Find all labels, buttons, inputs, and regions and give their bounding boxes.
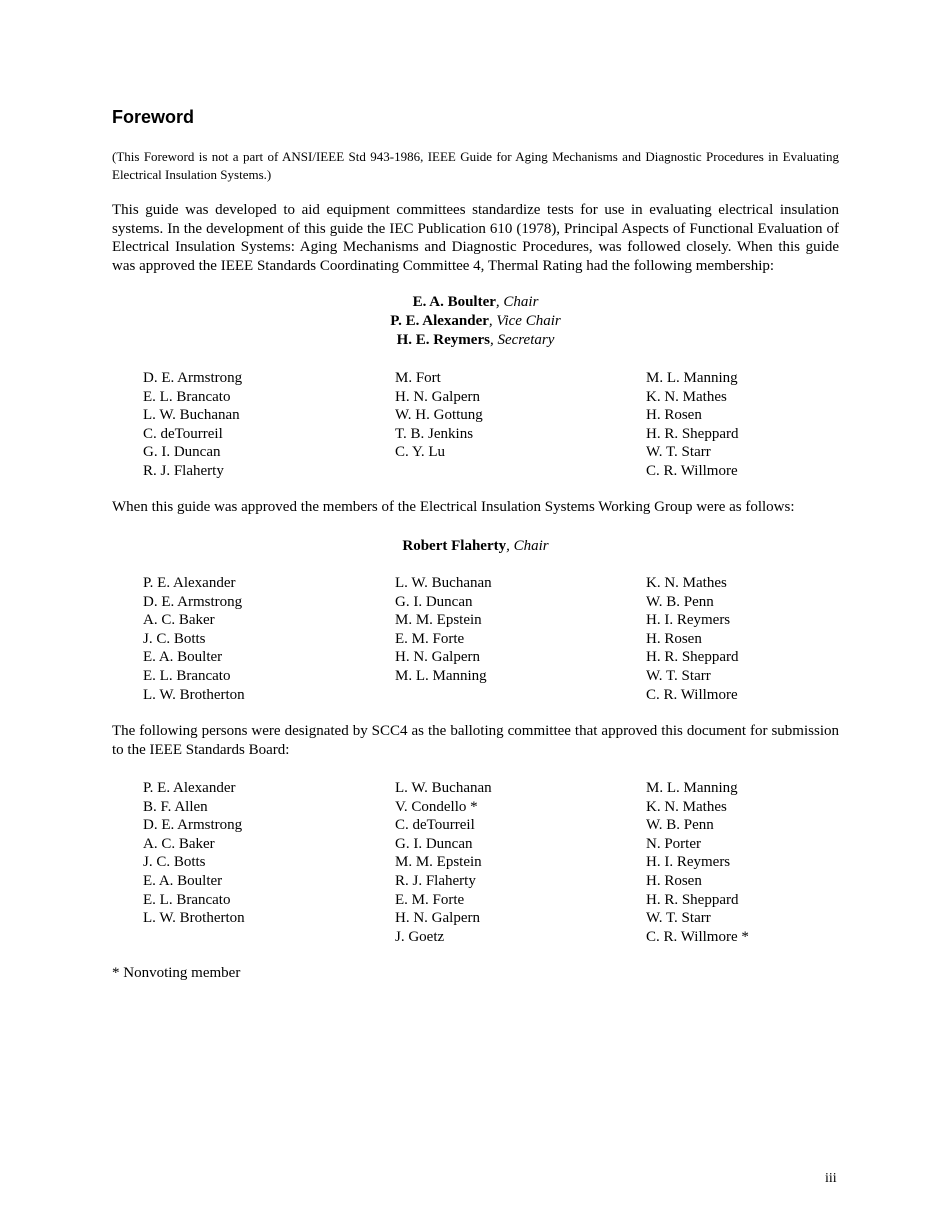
member-name: M. L. Manning — [646, 370, 738, 386]
member-column — [395, 779, 492, 946]
page-title: Foreword — [112, 107, 195, 127]
committee-officers — [112, 293, 839, 350]
member-name: E. L. Brancato — [143, 667, 231, 684]
member-name: J. Goetz — [395, 928, 445, 945]
officer-secretary: H. E. Reymers, Secretary — [396, 332, 555, 348]
member-name: A. C. Baker — [143, 835, 215, 852]
intro-paragraph: This guide was developed to aid equipment committees standardize tests for use in evaluating electrical insulation systems. In the development of this guide the IEC Publication 610 (1978), Principal Aspects of Functional Evaluation of Electrical Insulation Systems: Aging Mechanisms and Diagnostic Procedures, was followed closely. When this guide was approved the IEEE Standards Coordinating Committee 4, Thermal Rating had the following membership: — [112, 202, 839, 274]
member-name: H. N. Galpern — [395, 388, 480, 405]
member-column — [646, 369, 739, 481]
member-column — [646, 574, 739, 704]
member-name: G. I. Duncan — [143, 444, 221, 461]
member-name: M. Fort — [395, 370, 441, 386]
member-name: L. W. Buchanan — [143, 407, 240, 424]
member-name: K. N. Mathes — [646, 388, 727, 405]
member-name: H. N. Galpern — [395, 649, 480, 666]
member-name: D. E. Armstrong — [143, 593, 243, 610]
member-name: G. I. Duncan — [395, 593, 473, 610]
member-name: H. R. Sheppard — [646, 891, 739, 908]
officer-vice-chair: P. E. Alexander, Vice Chair — [390, 313, 561, 329]
member-name: C. R. Willmore — [646, 462, 738, 479]
member-name: H. R. Sheppard — [646, 649, 739, 666]
member-column — [143, 779, 245, 928]
member-name: E. M. Forte — [395, 630, 465, 647]
member-name: J. C. Botts — [143, 854, 206, 871]
member-name: M. M. Epstein — [395, 612, 482, 629]
member-name: H. Rosen — [646, 630, 702, 647]
member-name: H. Rosen — [646, 407, 702, 424]
member-name: G. I. Duncan — [395, 835, 473, 852]
member-name: L. W. Brotherton — [143, 686, 245, 703]
page-number: iii — [825, 1171, 837, 1186]
member-name: C. deTourreil — [395, 817, 475, 834]
member-name: M. M. Epstein — [395, 854, 482, 871]
member-name: H. N. Galpern — [395, 910, 480, 927]
member-name: K. N. Mathes — [646, 575, 727, 591]
member-name: H. I. Reymers — [646, 612, 731, 629]
foreword-note: (This Foreword is not a part of ANSI/IEEE Std 943-1986, IEEE Guide for Aging Mechanisms and Diagnostic Procedures in Evaluating Electrical Insulation Systems.) — [112, 149, 839, 182]
member-name: D. E. Armstrong — [143, 817, 243, 834]
member-column — [143, 574, 245, 704]
member-name: W. B. Penn — [646, 593, 714, 610]
nonvoting-footnote: * Nonvoting member — [112, 965, 241, 981]
member-name: W. T. Starr — [646, 910, 711, 927]
balloting-intro: The following persons were designated by SCC4 as the balloting committee that approved this document for submission to the IEEE Standards Board: — [112, 723, 839, 758]
member-name: H. I. Reymers — [646, 854, 731, 871]
member-name: L. W. Brotherton — [143, 910, 245, 927]
member-name: L. W. Buchanan — [395, 780, 492, 796]
member-name: E. L. Brancato — [143, 891, 231, 908]
member-name: R. J. Flaherty — [395, 872, 476, 889]
member-column — [395, 369, 483, 462]
member-column — [395, 574, 492, 686]
member-name: J. C. Botts — [143, 630, 206, 647]
member-column — [143, 369, 242, 481]
member-name: L. W. Buchanan — [395, 575, 492, 591]
member-name: W. T. Starr — [646, 667, 711, 684]
member-column — [646, 779, 749, 946]
member-name: H. R. Sheppard — [646, 425, 739, 442]
member-name: C. Y. Lu — [395, 444, 446, 461]
member-name: E. A. Boulter — [143, 649, 223, 666]
member-name: E. M. Forte — [395, 891, 465, 908]
member-name: K. N. Mathes — [646, 798, 727, 815]
member-name: W. T. Starr — [646, 444, 711, 461]
member-name: V. Condello * — [395, 798, 478, 815]
working-group-chair: Robert Flaherty, Chair — [402, 538, 549, 554]
member-name: H. Rosen — [646, 872, 702, 889]
member-name: R. J. Flaherty — [143, 462, 224, 479]
member-name: M. L. Manning — [646, 780, 738, 796]
member-name: N. Porter — [646, 835, 701, 852]
member-name: C. R. Willmore — [646, 686, 738, 703]
member-name: B. F. Allen — [143, 798, 208, 815]
member-name: M. L. Manning — [395, 667, 487, 684]
member-name: T. B. Jenkins — [395, 425, 474, 442]
working-group-intro: When this guide was approved the members of the Electrical Insulation Systems Working Group were as follows: — [112, 499, 795, 515]
member-name: C. R. Willmore * — [646, 928, 749, 945]
member-name: W. H. Gottung — [395, 407, 483, 424]
member-name: P. E. Alexander — [143, 780, 236, 796]
member-name: E. L. Brancato — [143, 388, 231, 405]
member-name: D. E. Armstrong — [143, 370, 243, 386]
officer-chair: E. A. Boulter, Chair — [412, 294, 539, 310]
member-name: E. A. Boulter — [143, 872, 223, 889]
member-name: W. B. Penn — [646, 817, 714, 834]
member-name: A. C. Baker — [143, 612, 215, 629]
member-name: P. E. Alexander — [143, 575, 236, 591]
member-name: C. deTourreil — [143, 425, 223, 442]
